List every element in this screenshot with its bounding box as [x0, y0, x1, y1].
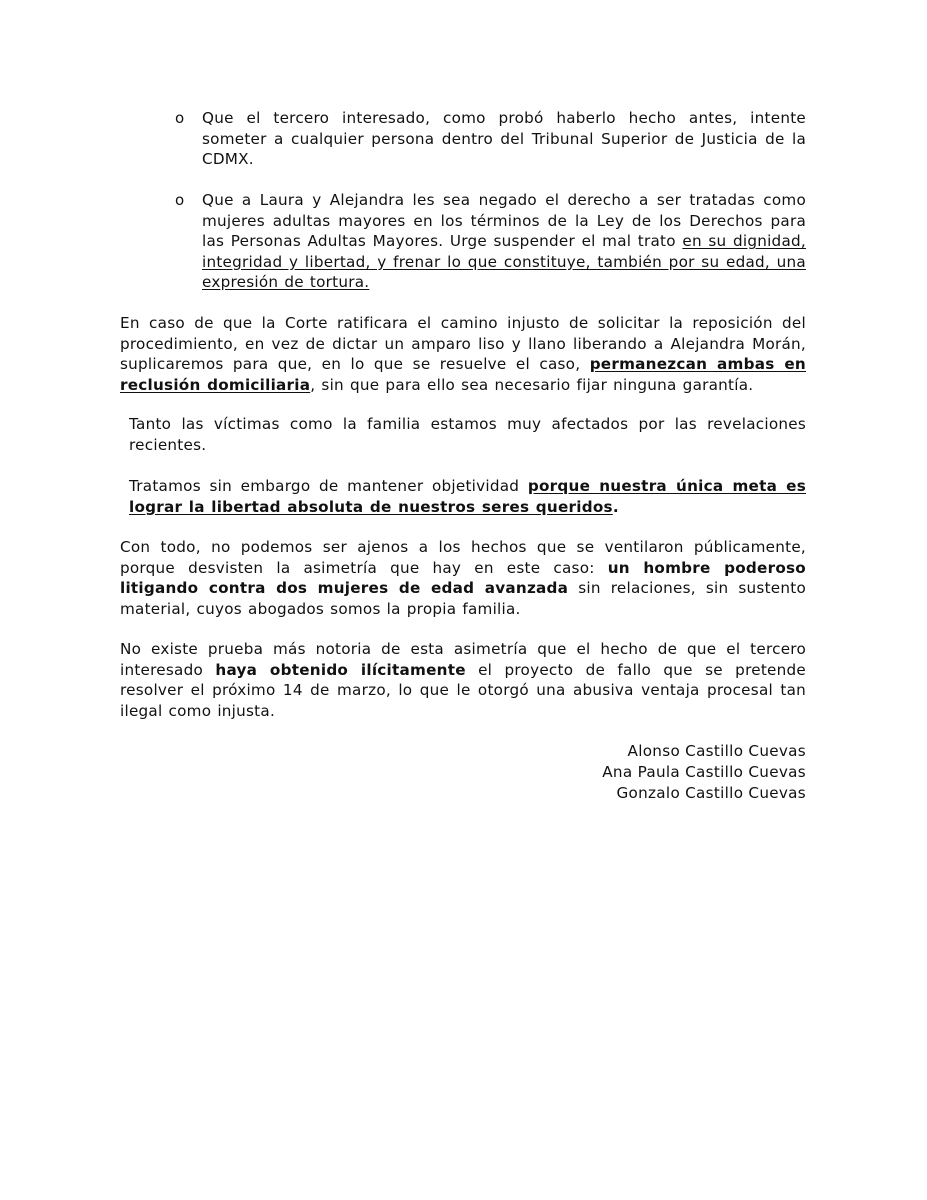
- paragraph-asimetria: [120, 537, 806, 619]
- paragraph-reposicion: [120, 313, 806, 395]
- emphasis-text: haya obtenido ilícitamente: [215, 660, 466, 679]
- paragraph-text: el proyecto de fallo que se pretende resolver el próximo 14 de marzo, lo que le otorgó una abusiva ventaja procesal tan ilegal como injusta.: [120, 660, 806, 720]
- paragraph-text: sin relaciones, sin sustento material, cuyos abogados somos la propia familia.: [120, 579, 806, 618]
- signatory-name: Alonso Castillo Cuevas: [627, 742, 806, 760]
- emphasis-text: un hombre poderoso litigando contra dos mujeres de edad avanzada: [120, 558, 806, 598]
- paragraph-afectados: Tanto las víctimas como la familia estamos muy afectados por las revelaciones recientes.: [129, 415, 806, 454]
- paragraph-text: , sin que para ello sea necesario fijar ninguna garantía.: [310, 375, 754, 394]
- emphasis-text: permanezcan ambas en reclusión domiciliaria: [120, 355, 806, 394]
- paragraph-objetividad: [129, 476, 806, 517]
- paragraph-text: Con todo, no podemos ser ajenos a los hechos que se ventilaron públicamente, porque desvisten la asimetría que hay en este caso:: [120, 538, 806, 577]
- bullet-text: Que a Laura y Alejandra les sea negado el derecho a ser tratadas como mujeres adultas mayores en los términos de la Ley de los Derechos para las Personas Adultas Mayores. Urge suspender el mal trato: [202, 191, 806, 251]
- signatory-name: Gonzalo Castillo Cuevas: [616, 784, 806, 802]
- emphasis-text: porque nuestra única meta es lograr la libertad absoluta de nuestros seres queridos: [129, 477, 807, 516]
- bullet-item-2: [202, 190, 806, 293]
- bullet-item-1: Que el tercero interesado, como probó haberlo hecho antes, intente someter a cualquier persona dentro del Tribunal Superior de Justicia de la CDMX.: [202, 109, 806, 169]
- paragraph-prueba: [120, 639, 806, 721]
- underlined-text: en su dignidad, integridad y libertad, y frenar lo que constituye, también por su edad, una expresión de tortura.: [202, 232, 806, 292]
- paragraph-text: .: [612, 497, 619, 516]
- signatory-name: Ana Paula Castillo Cuevas: [602, 763, 806, 781]
- signature-block: [602, 741, 806, 804]
- paragraph-text: No existe prueba más notoria de esta asimetría que el hecho de que el tercero interesado: [120, 640, 806, 679]
- bullet-marker: o: [175, 191, 185, 209]
- paragraph-text: En caso de que la Corte ratificara el camino injusto de solicitar la reposición del procedimiento, en vez de dictar un amparo liso y llano liberando a Alejandra Morán, suplicaremos para que, en lo que se resuelve el caso,: [120, 314, 806, 374]
- paragraph-text: Tratamos sin embargo de mantener objetividad: [129, 477, 528, 495]
- bullet-marker: o: [175, 109, 185, 127]
